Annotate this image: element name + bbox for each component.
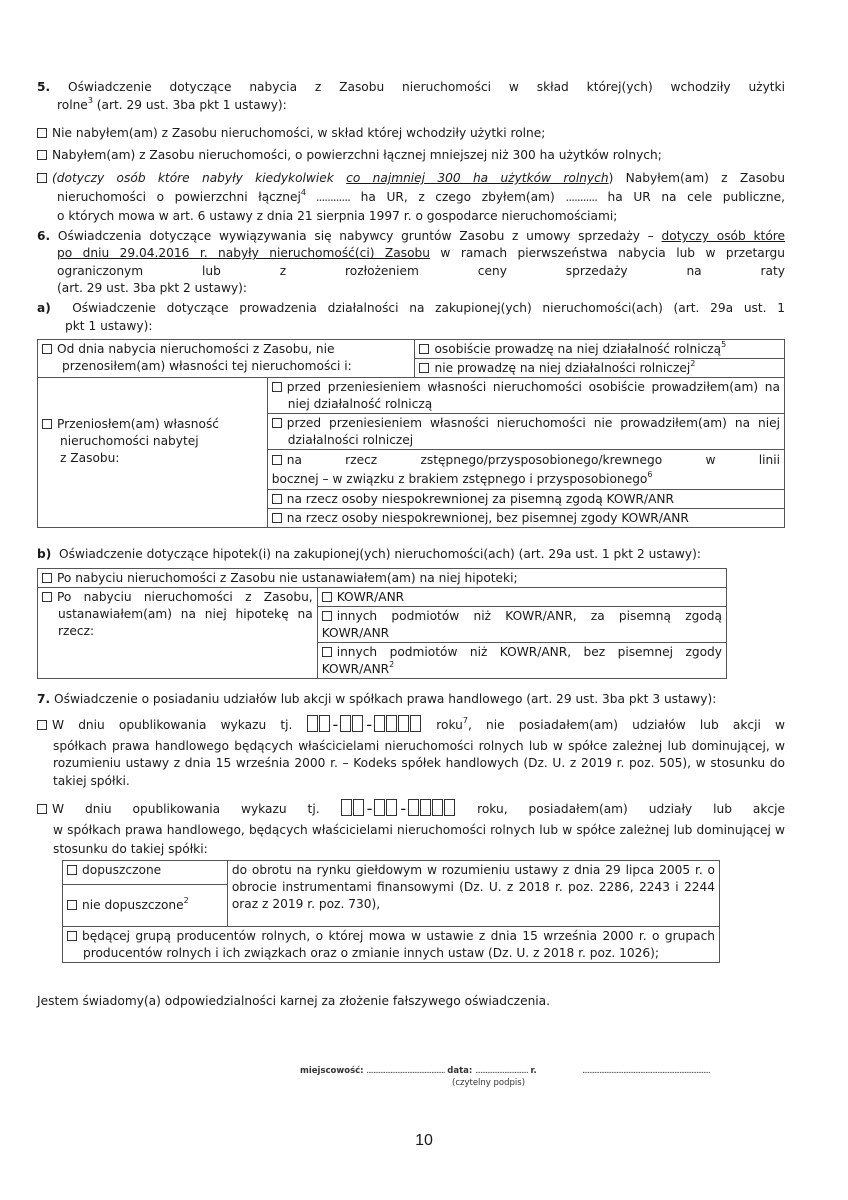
year-digit-box[interactable] [374,715,385,732]
mortgage-kowr-cell[interactable] [317,588,726,607]
year-suffix: r. [530,1066,537,1076]
option-label: Po nabyciu nieruchomości z Zasobu nie ustanawiałem(am) na niej hipoteki; [57,571,518,585]
section-5-option-1[interactable] [37,125,797,143]
italic-underlined-note: co najmniej 300 ha użytków rolnych [346,171,609,185]
checkbox-personally-farm[interactable] [419,344,429,354]
month-digit-box[interactable] [386,799,397,816]
option-label: Od dnia nabycia nieruchomości z Zasobu, nie przenosiłem(am) własności tej nieruchomości i: [57,342,352,374]
section-7-number: 7. [37,692,51,706]
not-admitted-cell[interactable] [63,885,228,927]
checkbox-acquired-under-300ha[interactable] [37,150,47,160]
place-field[interactable]: .............................................. [366,1066,445,1076]
footnote-ref: 7 [462,715,468,725]
producer-group-cell[interactable] [63,927,720,963]
footnote-ref: 5 [721,339,727,349]
date-label: data: [447,1066,473,1076]
not-farming-cell[interactable] [415,359,785,378]
day-digit-box[interactable] [341,799,352,816]
section-6-title: w ramach pierwszeństwa nabycia lub w przetargu [430,246,786,261]
section-6-title: Oświadczenia dotyczące wywiązywania się nabywcy gruntów Zasobu z umowy sprzedaży – [57,229,662,243]
option-label: Nie nabyłem(am) z Zasobu nieruchomości, w skład której wchodziły użytki rolne; [52,126,546,140]
option-label: w spółkach prawa handlowego, będących właścicielami nieruchomości rolnych lub w spółce zależnej lub dominującej w stosunku do takiej spółki: [53,823,785,856]
option-label: bocznej – w związku z brakiem zstępnego i przysposobionego [271,472,648,487]
place-label: miejscowość: [300,1066,364,1076]
section-5-title: Oświadczenie dotyczące nabycia z Zasobu nieruchomości w skład której(ych) wchodziły użytki [67,80,786,94]
option-label: o których mowa w art. 6 ustawy z dnia 21 sierpnia 1997 r. o gospodarce nieruchomościami; [57,208,618,223]
mortgage-other-with-consent-cell[interactable] [317,607,726,643]
checkbox-unrelated-without-consent[interactable] [272,513,282,523]
option-label: Przeniosłem(am) własność [57,417,219,432]
date-separator: - [400,799,407,818]
checkbox-no-mortgage[interactable] [42,573,52,583]
mortgage-table [37,568,727,679]
checkbox-not-acquired[interactable] [37,128,47,138]
footnote-ref: 6 [647,470,653,480]
section-5-option-3[interactable] [37,169,785,226]
option-label: z Zasobu: [60,451,120,466]
relative-transfer-cell[interactable] [267,450,784,490]
transferred-cell[interactable] [38,378,268,528]
checkbox-not-transferred[interactable] [42,344,52,354]
checkbox-not-farming[interactable] [419,363,429,373]
page-number [0,1129,848,1152]
checkbox-producer-group[interactable] [67,931,77,941]
year-digit-box[interactable] [386,715,397,732]
section-5-title-cont: rolne [57,97,88,112]
checkbox-mortgage-other-with-consent[interactable] [322,611,332,621]
declaration-text: Jestem świadomy(a) odpowiedzialności karnej za złożenie fałszywego oświadczenia. [37,994,551,1008]
farmed-before-transfer-cell[interactable] [267,378,784,414]
option-label: ha UR, z czego zbyłem(am) [350,189,566,204]
not-farmed-before-transfer-cell[interactable] [267,414,784,450]
section-6a-heading [37,300,785,335]
checkbox-mortgage-other-without-consent[interactable] [322,647,332,657]
checkbox-mortgage[interactable] [42,592,52,602]
section-6-title: ograniczonym lub z rozłożeniem ceny sprzedaży na raty [57,263,785,278]
liability-declaration [37,993,797,1011]
section-5-option-2[interactable] [37,147,797,165]
section-5-number: 5. [37,80,51,94]
section-6-underlined: po dniu 29.04.2016 r. nabyły nieruchomość(ci) Zasobu [57,246,430,261]
checkbox-unrelated-with-consent[interactable] [272,494,282,504]
option-label: nieruchomości nabytej [60,434,199,449]
total-area-field[interactable]: ............ [305,189,351,204]
footnote-ref: 2 [389,660,395,670]
page-number-text: 10 [415,1132,433,1149]
footnote-ref: 3 [87,95,93,105]
year-suffix: roku [477,802,504,816]
year-digit-box[interactable] [398,715,409,732]
option-label: W dniu opublikowania wykazu tj. [52,718,293,732]
exchange-description-cell [227,861,719,927]
publication-date-field-2[interactable] [341,797,457,821]
option-label: przed przeniesieniem własności nieruchomości nie prowadziłem(am) na niej działalności rolniczej [286,416,780,448]
section-7-option-2[interactable] [37,797,785,858]
option-label: nie prowadzę na niej działalności rolniczej [434,361,691,376]
section-7-title: Oświadczenie o posiadaniu udziałów lub akcji w spółkach prawa handlowego (art. 29 ust. 3ba pkt 3 ustawy): [54,692,717,706]
section-5-title-ref: (art. 29 ust. 3ba pkt 1 ustawy): [92,97,287,112]
option-label: na rzecz osoby niespokrewnionej, bez pisemnej zgody KOWR/ANR [286,511,689,526]
subsection-letter: a) [37,301,51,315]
option-label: KOWR/ANR [336,590,405,605]
year-digit-box[interactable] [432,799,443,816]
exchange-description: do obrotu na rynku giełdowym w rozumieniu ustawy z dnia 29 lipca 2005 r. o obrocie instrumentami finansowymi (Dz. U. z 2018 r. poz. 2286, 2243 i 2244 oraz z 2019 r. poz. 730), [231,863,715,912]
month-digit-box[interactable] [374,799,385,816]
checkbox-has-shares[interactable] [37,804,47,814]
day-digit-box[interactable] [319,715,330,732]
section-6-underlined: dotyczy osób które [661,229,786,243]
option-label: , nie posiadałem(am) udziałów lub akcji w [467,718,786,732]
signature-block [300,1065,820,1077]
checkbox-farmed-before-transfer[interactable] [272,382,282,392]
no-mortgage-cell[interactable] [38,569,727,588]
option-label: przed przeniesieniem własności nieruchomości osobiście prowadziłem(am) na niej działalność rolniczą [286,380,780,412]
section-6-heading [37,228,785,297]
shares-table [62,860,720,963]
signature-caption [452,1077,525,1089]
italic-close: ) [608,171,614,185]
activity-table [37,339,785,528]
year-digit-box[interactable] [410,715,421,732]
section-5-heading [37,79,785,114]
option-label: ha UR na cele publiczne, [596,189,785,204]
checkbox-acquired-over-300ha[interactable] [37,173,47,183]
option-label: osobiście prowadzę na niej działalność rolniczą [434,342,722,356]
checkbox-admitted[interactable] [67,865,77,875]
unrelated-with-consent-cell[interactable] [267,490,784,509]
section-6b-heading [37,546,797,564]
year-digit-box[interactable] [444,799,455,816]
subsection-title: Oświadczenie dotyczące prowadzenia działalności na zakupionej(ych) nieruchomości(ach) (art. 29a ust. 1 [72,301,786,315]
subsection-title: pkt 1 ustawy): [65,318,153,333]
signature-field[interactable]: ........................................................................... [582,1066,710,1076]
signature-caption-text: (czytelny podpis) [452,1078,526,1088]
checkbox-mortgage-kowr[interactable] [322,592,332,602]
checkbox-not-farmed-before-transfer[interactable] [272,418,282,428]
month-digit-box[interactable] [352,715,363,732]
option-label: dopuszczone [82,863,162,877]
option-label: Po nabyciu nieruchomości z Zasobu, ustanawiałem(am) na niej hipotekę na rzecz: [57,590,313,639]
mortgage-cell[interactable] [38,588,318,679]
checkbox-no-shares[interactable] [37,720,47,730]
day-digit-box[interactable] [353,799,364,816]
date-field[interactable]: ............................... [475,1066,528,1076]
section-6-title: (art. 29 ust. 3ba pkt 2 ustawy): [57,280,248,295]
option-label: innych podmiotów niż KOWR/ANR, za pisemną zgodą KOWR/ANR [321,609,722,641]
option-label: , posiadałem(am) udziały lub akcje [503,802,785,816]
option-label: W dniu opublikowania wykazu tj. [52,802,320,816]
publication-date-field-1[interactable] [307,713,423,738]
section-7-option-1[interactable] [37,713,785,791]
personally-farm-cell[interactable] [415,340,785,359]
italic-note: (dotyczy osób które nabyły kiedykolwiek [52,171,347,185]
footnote-ref: 2 [690,359,696,369]
year-digit-box[interactable] [420,799,431,816]
option-label: Nabyłem(am) z Zasobu nieruchomości, o powierzchni łącznej mniejszej niż 300 ha użytków rolnych; [52,148,662,162]
year-suffix: roku [436,718,463,732]
year-digit-box[interactable] [408,799,419,816]
subsection-letter: b) [37,547,52,561]
day-digit-box[interactable] [307,715,318,732]
mortgage-other-without-consent-cell[interactable] [317,643,726,679]
date-separator: - [366,715,373,734]
option-label: będącej grupą producentów rolnych, o której mowa w ustawie z dnia 15 września 2000 r. o grupach producentów rolnych i ich związkach oraz o zmianie innych ustaw (Dz. U. z 2018 r. poz. 1026); [82,929,715,961]
unrelated-without-consent-cell[interactable] [267,509,784,528]
option-label: nie dopuszczone [82,898,184,913]
checkbox-relative-transfer[interactable] [272,455,282,465]
section-6-number: 6. [37,229,51,243]
checkbox-transferred[interactable] [42,419,52,429]
sold-area-field[interactable]: ........... [565,189,597,204]
option-label: spółkach prawa handlowego będących właścicielami nieruchomości rolnych lub w spółce zależnej lub dominującej, w rozumieniu ustawy z dnia 15 września 2000 r. – Kodeks spółek handlowych (Dz. U. z 2019 r. poz. 505), w stosunku do takiej spółki. [53,738,785,789]
date-separator: - [332,715,339,734]
option-label: na rzecz zstępnego/przysposobionego/krewnego w linii [286,453,780,468]
option-label: innych podmiotów niż KOWR/ANR, bez pisemnej zgody KOWR/ANR [321,645,722,677]
month-digit-box[interactable] [340,715,351,732]
date-separator: - [366,799,373,818]
footnote-ref: 4 [300,187,306,197]
option-label: nieruchomości o powierzchni łącznej [57,189,301,204]
option-label: na rzecz osoby niespokrewnionej za pisemną zgodą KOWR/ANR [286,492,674,507]
subsection-title: Oświadczenie dotyczące hipotek(i) na zakupionej(ych) nieruchomości(ach) (art. 29a ust. 1 pkt 2 ustawy): [59,547,701,561]
footnote-ref: 2 [183,896,189,906]
checkbox-not-admitted[interactable] [67,900,77,910]
section-7-heading [37,691,817,709]
admitted-cell[interactable] [63,861,228,885]
not-transferred-cell[interactable] [38,340,415,378]
option-label: Nabyłem(am) z Zasobu [613,171,785,185]
